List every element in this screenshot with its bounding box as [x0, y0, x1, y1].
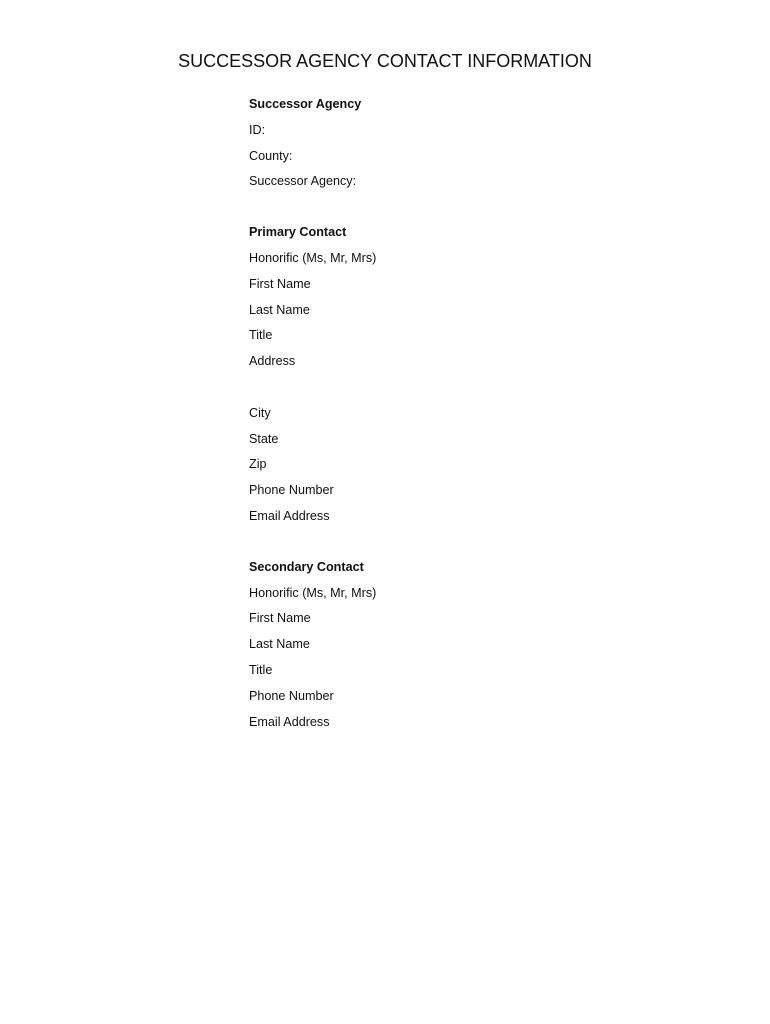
secondary-phone-number-label: Phone Number [249, 688, 334, 703]
primary-address-label: Address [249, 354, 296, 369]
primary-contact-section [249, 220, 669, 530]
primary-email-address-label: Email Address [249, 508, 330, 523]
secondary-honorific-label: Honorific (Ms, Mr, Mrs) [249, 585, 377, 600]
primary-zip-label: Zip [249, 457, 267, 472]
address-gap [249, 375, 669, 401]
page-title: SUCCESSOR AGENCY CONTACT INFORMATION [178, 51, 592, 71]
primary-first-name-label: First Name [249, 276, 311, 291]
county-field-label: County: [249, 148, 293, 163]
primary-state-label: State [249, 431, 279, 446]
successor-agency-heading: Successor Agency [249, 97, 362, 111]
primary-honorific-label: Honorific (Ms, Mr, Mrs) [249, 250, 377, 265]
primary-phone-number-label: Phone Number [249, 483, 334, 498]
secondary-title-label: Title [249, 662, 273, 677]
primary-city-label: City [249, 405, 271, 420]
primary-contact-heading: Primary Contact [249, 225, 347, 240]
secondary-email-address-label: Email Address [249, 714, 330, 729]
successor-agency-field-label: Successor Agency: [249, 174, 357, 189]
secondary-contact-heading: Secondary Contact [249, 559, 364, 574]
primary-title-label: Title [249, 328, 273, 343]
secondary-last-name-label: Last Name [249, 637, 310, 652]
secondary-first-name-label: First Name [249, 611, 311, 626]
successor-agency-section [249, 92, 669, 195]
secondary-contact-section [249, 555, 669, 736]
primary-last-name-label: Last Name [249, 302, 310, 317]
contact-form [249, 92, 669, 735]
id-field-label: ID: [249, 122, 266, 137]
